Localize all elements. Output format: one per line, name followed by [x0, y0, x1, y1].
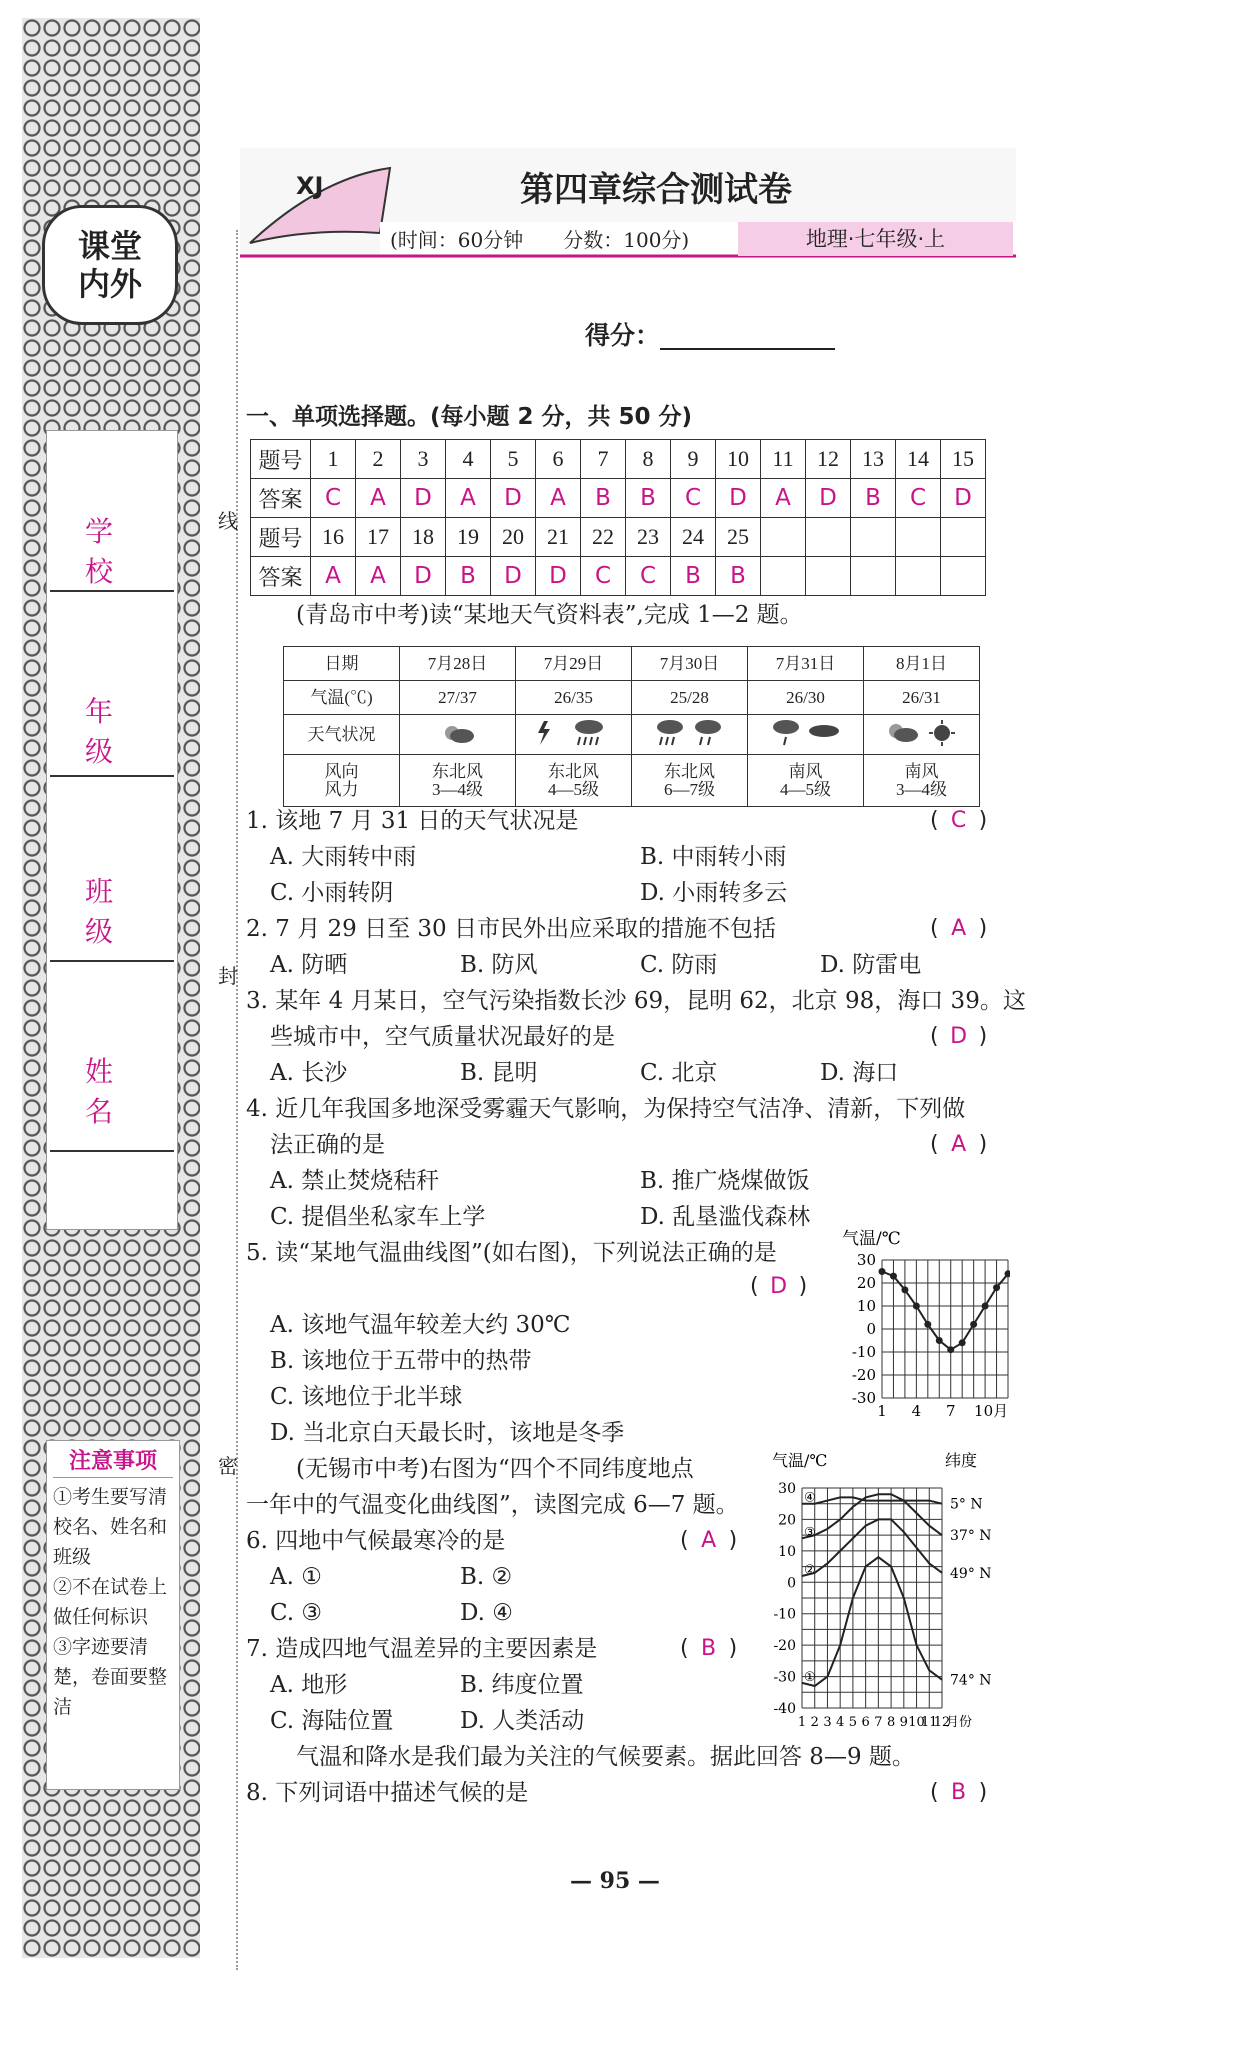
latitude-label: 37° N: [950, 1528, 992, 1545]
cloudy-icon: [400, 715, 516, 755]
answer-cell: A: [761, 479, 806, 518]
temp-value: 25/28: [632, 681, 748, 715]
option: B. 该地位于五带中的热带: [270, 1348, 532, 1374]
x-tick-label: 12: [933, 1715, 951, 1728]
subject-tag: 地理·七年级·上: [738, 222, 1013, 256]
notes-box: [46, 1440, 180, 1790]
option: C. 该地位于北半球: [270, 1384, 463, 1410]
x-axis-label: 月份: [946, 1715, 973, 1728]
answer-cell: [941, 557, 986, 596]
class-field-label: 班级: [84, 875, 141, 948]
y-tick-label: -10: [851, 1343, 876, 1361]
question-text: 8. 下列词语中描述气候的是: [246, 1780, 529, 1806]
series-line: [802, 1557, 942, 1686]
latitude-header: 纬度: [945, 1451, 978, 1470]
x-tick-label: 3: [823, 1715, 832, 1728]
answer-cell: D: [536, 557, 581, 596]
weather-table: [283, 646, 980, 807]
y-tick-label: -20: [851, 1366, 876, 1384]
question-number-cell: 20: [491, 518, 536, 557]
score-label: 得分：: [585, 321, 661, 350]
question-text: 1. 该地 7 月 31 日的天气状况是: [246, 808, 579, 834]
class-field-line[interactable]: [50, 960, 174, 962]
seal-char: 线: [218, 509, 238, 533]
y-tick-label: 0: [866, 1320, 876, 1338]
question-number-cell: 21: [536, 518, 581, 557]
data-point: [879, 1268, 886, 1275]
answer-key: ( A ): [930, 1132, 988, 1157]
answer-key: ( B ): [930, 1780, 988, 1805]
question-number-cell: 24: [671, 518, 716, 557]
question-number-cell: 19: [446, 518, 491, 557]
question-number-cell: 8: [626, 440, 671, 479]
y-tick-label: 30: [778, 1481, 796, 1497]
series-label: ④: [804, 1490, 816, 1506]
answer-cell: A: [356, 479, 401, 518]
answer-cell: D: [491, 479, 536, 518]
wind-label: 风向 风力: [284, 755, 400, 807]
option: D. 防雷电: [820, 952, 922, 978]
answer-table: [250, 439, 986, 596]
question-number-cell: 10: [716, 440, 761, 479]
grade-field-label: 年级: [84, 695, 141, 768]
x-tick-label: 7: [945, 1402, 956, 1418]
answer-row-label: 答案: [251, 479, 311, 518]
question-number-cell: 6: [536, 440, 581, 479]
series-label: ①: [804, 1669, 816, 1685]
x-tick-label: 10: [908, 1715, 925, 1728]
answer-cell: B: [626, 479, 671, 518]
series-label: ③: [804, 1525, 816, 1541]
data-point: [970, 1321, 977, 1328]
y-tick-label: 20: [856, 1274, 876, 1292]
name-field-line[interactable]: [50, 1150, 174, 1152]
question-number-cell: 5: [491, 440, 536, 479]
option: B. 纬度位置: [460, 1672, 584, 1698]
series-line: [802, 1497, 942, 1503]
school-field-label: 学校: [84, 515, 141, 588]
question-text: 7. 造成四地气温差异的主要因素是: [246, 1636, 598, 1662]
x-tick-label: 11: [920, 1715, 938, 1728]
note-item: ②不在试卷上做任何标识: [53, 1576, 168, 1628]
latitude-label: 49° N: [950, 1565, 992, 1582]
name-field-label: 姓名: [84, 1055, 141, 1128]
x-tick-label: 7: [874, 1715, 883, 1728]
option: D. 人类活动: [460, 1708, 585, 1734]
option: B. 中雨转小雨: [640, 844, 787, 870]
question-text: 些城市中，空气质量状况最好的是: [270, 1024, 615, 1050]
data-point: [959, 1339, 966, 1346]
light-rain-icon: [748, 715, 864, 755]
data-point: [890, 1273, 897, 1280]
condition-label: 天气状况: [284, 715, 400, 755]
answer-cell: A: [446, 479, 491, 518]
edition-badge: XJ: [296, 172, 324, 200]
option: D. 当北京白天最长时，该地是冬季: [270, 1420, 625, 1446]
question-number-cell: 2: [356, 440, 401, 479]
answer-row-label: 题号: [251, 518, 311, 557]
answer-cell: B: [716, 557, 761, 596]
seal-char: 密: [218, 1454, 238, 1478]
temperature-curve-chart: [830, 1228, 1010, 1418]
question-number-cell: 7: [581, 440, 626, 479]
option: A. 禁止焚烧秸秆: [270, 1168, 440, 1194]
answer-cell: [896, 557, 941, 596]
answer-cell: [851, 557, 896, 596]
question-number-cell: 12: [806, 440, 851, 479]
wind-cell: 东北风 4—5级: [516, 755, 632, 807]
data-point: [993, 1284, 1000, 1291]
option: C. 北京: [640, 1060, 718, 1086]
series-line: [802, 1519, 942, 1576]
question-number-cell: [851, 518, 896, 557]
option: B. 昆明: [460, 1060, 538, 1086]
answer-cell: B: [581, 479, 626, 518]
data-point: [936, 1337, 943, 1344]
weather-header: 日期: [284, 647, 400, 681]
option: D. 小雨转多云: [640, 880, 788, 906]
brand-logo: 课堂 内外: [42, 205, 178, 325]
answer-cell: D: [491, 557, 536, 596]
y-tick-label: -20: [773, 1638, 796, 1655]
question-number-cell: 17: [356, 518, 401, 557]
question-text: 6. 四地中气候最寒冷的是: [246, 1528, 506, 1554]
option: A. 长沙: [270, 1060, 348, 1086]
question-number-cell: 15: [941, 440, 986, 479]
answer-cell: C: [626, 557, 671, 596]
y-tick-label: 20: [778, 1512, 796, 1529]
answer-cell: B: [851, 479, 896, 518]
answer-cell: A: [536, 479, 581, 518]
temp-value: 26/31: [864, 681, 980, 715]
option: A. 该地气温年较差大约 30℃: [270, 1312, 571, 1338]
series-label: ②: [804, 1563, 816, 1578]
question-number-cell: 22: [581, 518, 626, 557]
question-number-cell: [941, 518, 986, 557]
cloudy-sunny-icon: [864, 715, 980, 755]
four-latitude-temperature-chart: [760, 1448, 1010, 1728]
answer-cell: D: [716, 479, 761, 518]
option: A. ①: [270, 1564, 322, 1590]
option: D. 海口: [820, 1060, 899, 1086]
seal-line: [236, 230, 238, 1970]
answer-key: ( A ): [930, 916, 988, 941]
weather-header: 7月31日: [748, 647, 864, 681]
answer-cell: A: [356, 557, 401, 596]
note-item: ①考生要写清校名、姓名和班级: [53, 1486, 168, 1568]
data-point: [924, 1321, 931, 1328]
page-number: — 95 —: [570, 1868, 660, 1894]
answer-cell: B: [446, 557, 491, 596]
y-tick-label: -10: [773, 1606, 796, 1623]
x-tick-label: 9: [899, 1715, 908, 1728]
weather-header: 7月28日: [400, 647, 516, 681]
intro-text: (无锡市中考)右图为“四个不同纬度地点: [296, 1456, 694, 1482]
x-tick-label: 4: [836, 1715, 845, 1728]
temp-value: 27/37: [400, 681, 516, 715]
option: C. 提倡坐私家车上学: [270, 1204, 486, 1230]
option: B. 防风: [460, 952, 538, 978]
answer-row-label: 答案: [251, 557, 311, 596]
question-text: 4. 近几年我国多地深受雾霾天气影响，为保持空气洁净、清新，下列做: [246, 1096, 966, 1122]
answer-cell: C: [896, 479, 941, 518]
x-tick-label: 1: [797, 1715, 807, 1728]
data-point: [982, 1303, 989, 1310]
question-text: 法正确的是: [270, 1132, 385, 1158]
temp-label: 气温(℃): [284, 681, 400, 715]
answer-key: ( A ): [680, 1528, 738, 1553]
question-number-cell: 25: [716, 518, 761, 557]
latitude-label: 5° N: [950, 1496, 983, 1513]
question-number-cell: 18: [401, 518, 446, 557]
option: B. ②: [460, 1564, 513, 1590]
question-number-cell: [806, 518, 851, 557]
question-number-cell: [896, 518, 941, 557]
wind-cell: 南风 3—4级: [864, 755, 980, 807]
answer-cell: D: [401, 479, 446, 518]
temp-value: 26/35: [516, 681, 632, 715]
question-number-cell: 23: [626, 518, 671, 557]
answer-key: ( B ): [680, 1636, 738, 1661]
y-axis-label: 气温/℃: [772, 1451, 828, 1470]
wind-cell: 东北风 6—7级: [632, 755, 748, 807]
answer-cell: D: [941, 479, 986, 518]
option: A. 防晒: [270, 952, 348, 978]
temp-value: 26/30: [748, 681, 864, 715]
question-number-cell: 11: [761, 440, 806, 479]
seal-char: 封: [218, 964, 238, 988]
x-tick-label: 10月: [974, 1402, 1009, 1418]
question-number-cell: 4: [446, 440, 491, 479]
grade-field-line[interactable]: [50, 775, 174, 777]
x-tick-label: 5: [848, 1715, 858, 1728]
option: A. 大雨转中雨: [270, 844, 417, 870]
option: C. 小雨转阴: [270, 880, 394, 906]
answer-row-label: 题号: [251, 440, 311, 479]
intro-text: 一年中的气温变化曲线图”，读图完成 6—7 题。: [246, 1492, 739, 1518]
question-text: 3. 某年 4 月某日，空气污染指数长沙 69，昆明 62，北京 98，海口 39。这: [246, 988, 1026, 1014]
answer-cell: [761, 557, 806, 596]
x-tick-label: 8: [886, 1715, 896, 1728]
heavy-rain-icon: [632, 715, 748, 755]
answer-cell: [806, 557, 851, 596]
thunder-rain-icon: [516, 715, 632, 755]
option: C. 防雨: [640, 952, 718, 978]
option: D. 乱垦滥伐森林: [640, 1204, 811, 1230]
y-tick-label: 0: [787, 1575, 796, 1592]
answer-cell: C: [311, 479, 356, 518]
intro-text: 气温和降水是我们最为关注的气候要素。据此回答 8—9 题。: [296, 1744, 915, 1770]
weather-header: 7月29日: [516, 647, 632, 681]
x-tick-label: 6: [861, 1715, 870, 1728]
x-tick-label: 2: [810, 1715, 819, 1728]
x-tick-label: 4: [911, 1402, 922, 1418]
question-number-cell: [761, 518, 806, 557]
y-tick-label: -40: [773, 1701, 796, 1717]
answer-key: ( D ): [930, 1024, 988, 1049]
wind-cell: 东北风 3—4级: [400, 755, 516, 807]
answer-cell: C: [581, 557, 626, 596]
y-tick-label: 10: [856, 1297, 876, 1315]
option: C. ③: [270, 1600, 323, 1626]
y-tick-label: 10: [778, 1543, 796, 1560]
section-heading: 一、单项选择题。(每小题 2 分，共 50 分): [246, 404, 693, 430]
answer-key: ( C ): [930, 808, 988, 833]
question-number-cell: 14: [896, 440, 941, 479]
data-point: [947, 1346, 954, 1353]
answer-cell: D: [806, 479, 851, 518]
data-point: [901, 1286, 908, 1293]
x-tick-label: 1: [877, 1402, 887, 1418]
question-number-cell: 13: [851, 440, 896, 479]
latitude-label: 74° N: [950, 1672, 992, 1689]
option: C. 海陆位置: [270, 1708, 394, 1734]
question-text: 2. 7 月 29 日至 30 日市民外出应采取的措施不包括: [246, 916, 776, 942]
y-tick-label: -30: [773, 1669, 796, 1686]
wind-cell: 南风 4—5级: [748, 755, 864, 807]
question-number-cell: 3: [401, 440, 446, 479]
answer-key: ( D ): [750, 1274, 808, 1299]
answer-cell: A: [311, 557, 356, 596]
exam-info: (时间：60分钟 分数：100分): [390, 228, 690, 252]
answer-cell: D: [401, 557, 446, 596]
page-title: 第四章综合测试卷: [520, 170, 792, 210]
option: B. 推广烧煤做饭: [640, 1168, 810, 1194]
score-input-line[interactable]: [660, 348, 835, 350]
option: A. 地形: [270, 1672, 348, 1698]
y-axis-label: 气温/℃: [842, 1229, 901, 1249]
note-item: ③字迹要清楚，卷面要整洁: [53, 1636, 168, 1718]
question-number-cell: 9: [671, 440, 716, 479]
question-text: 5. 读“某地气温曲线图”(如右图)，下列说法正确的是: [246, 1240, 777, 1266]
weather-header: 8月1日: [864, 647, 980, 681]
data-point: [913, 1303, 920, 1310]
school-field-line[interactable]: [50, 590, 174, 592]
question-number-cell: 1: [311, 440, 356, 479]
notes-title: 注意事项: [53, 1447, 173, 1478]
y-tick-label: 30: [856, 1251, 876, 1269]
intro-text: (青岛市中考)读“某地天气资料表”,完成 1—2 题。: [296, 602, 803, 628]
option: D. ④: [460, 1600, 513, 1626]
answer-cell: B: [671, 557, 716, 596]
weather-header: 7月30日: [632, 647, 748, 681]
y-tick-label: -30: [851, 1389, 876, 1407]
answer-cell: C: [671, 479, 716, 518]
question-number-cell: 16: [311, 518, 356, 557]
